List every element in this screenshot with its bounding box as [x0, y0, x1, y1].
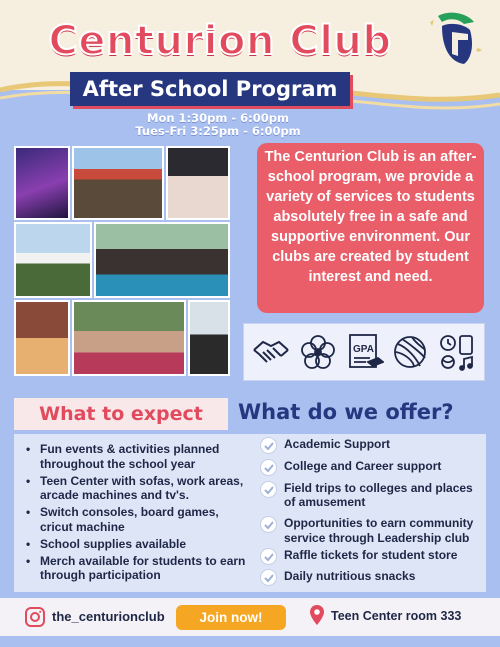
offer-item-label: Daily nutritious snacks — [284, 568, 416, 583]
subtitle-banner: After School Program — [70, 72, 350, 106]
about-description: The Centurion Club is an after-school program, we provide a variety of services to students absolutely free in a safe and supportive environment. Our clubs are created by student interest and need. — [257, 143, 484, 313]
expect-item: • School supplies available — [26, 537, 248, 552]
checkmark-icon — [260, 481, 277, 498]
location-text: Teen Center room 333 — [331, 609, 462, 623]
offer-item — [260, 437, 484, 452]
page-title: Centurion Club — [48, 18, 392, 64]
offer-item — [260, 569, 484, 584]
expect-list — [26, 442, 248, 585]
schedule-monday: Mon 1:30pm - 6:00pm — [147, 111, 289, 125]
offer-item — [260, 481, 484, 511]
photo-group-outdoor — [72, 146, 164, 220]
instagram-handle[interactable]: the_centurionclub — [52, 609, 165, 624]
photo-crafts-table — [166, 146, 230, 220]
instagram-icon[interactable] — [24, 606, 46, 628]
what-to-expect-heading: What to expect — [14, 398, 228, 430]
offer-item-label: College and Career support — [284, 458, 442, 473]
offer-item — [260, 516, 484, 546]
checkmark-icon — [260, 437, 277, 454]
photo-market-booth — [14, 222, 92, 298]
checkmark-icon — [260, 516, 277, 533]
offer-list — [260, 437, 484, 583]
activity-icon-strip — [243, 323, 485, 381]
yarn-ball-icon — [390, 332, 430, 372]
expect-item: • Merch available for students to earn through participation — [26, 554, 248, 584]
schedule-tues-fri: Tues-Fri 3:25pm - 6:00pm — [135, 124, 301, 138]
checkmark-icon — [260, 459, 277, 476]
gpa-label: GPA — [352, 344, 374, 355]
photo-club-booth — [94, 222, 230, 298]
expect-item: • Fun events & activities planned throughout the school year — [26, 442, 248, 472]
join-now-button[interactable]: Join now! — [176, 605, 286, 630]
offer-item — [260, 459, 484, 474]
offer-item-label: Opportunities to earn community service through Leadership club — [284, 516, 474, 545]
spartan-helmet-logo — [424, 8, 486, 70]
hibiscus-flower-icon — [298, 332, 338, 372]
schedule — [118, 112, 318, 138]
location-pin-icon — [309, 604, 325, 626]
handshake-icon — [251, 332, 291, 372]
offer-item — [260, 548, 484, 563]
expect-item: • Switch consoles, board games, cricut machine — [26, 505, 248, 535]
gpa-report-icon — [344, 332, 384, 372]
photo-collage — [14, 146, 230, 376]
checkmark-icon — [260, 569, 277, 586]
photo-painting-activity — [72, 300, 186, 376]
photo-student-portrait — [188, 300, 230, 376]
checkmark-icon — [260, 548, 277, 565]
offer-item-label: Academic Support — [284, 437, 391, 451]
photo-hula-dancers — [14, 300, 70, 376]
offer-item-label: Field trips to colleges and places of amusement — [284, 480, 473, 510]
offer-item-label: Raffle tickets for student store — [284, 547, 458, 562]
clock-phone-music-icon — [437, 332, 477, 372]
photo-arcade — [14, 146, 70, 220]
bottom-strip — [0, 636, 500, 647]
what-we-offer-heading: What do we offer? — [238, 400, 454, 424]
expect-item: • Teen Center with sofas, work areas, arcade machines and tv's. — [26, 474, 248, 504]
